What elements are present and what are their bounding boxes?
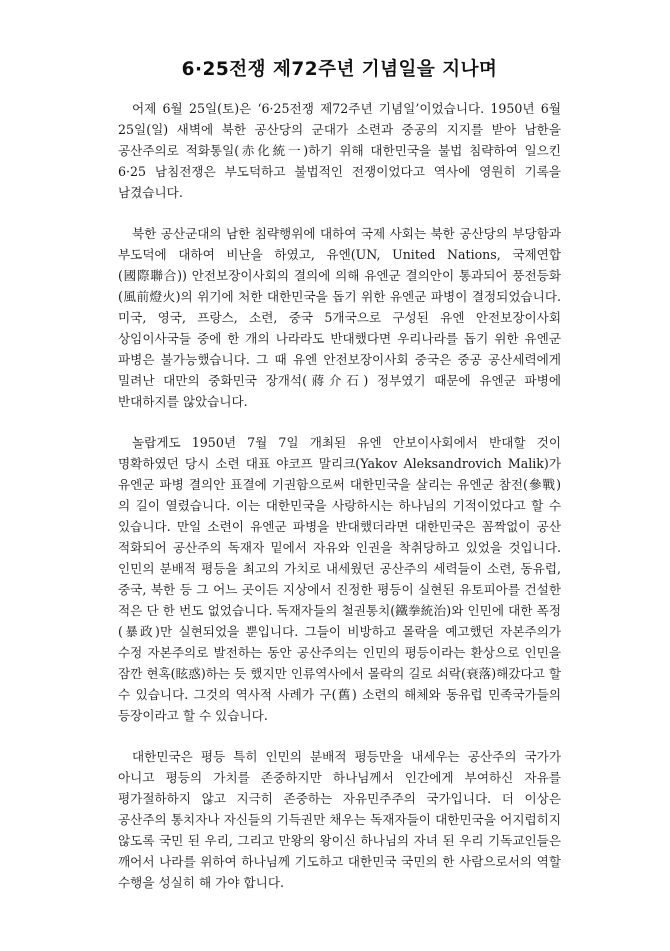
paragraph-3: 놀랍게도 1950년 7월 7일 개최된 유엔 안보이사회에서 반대할 것이 명확하였던 당시 소련 대표 야코프 말리크(Yakov Aleksandrovich Malik)가 유엔군 파병 결의안 표결에 기권함으로써 대한민국을 살리는 유엔군 참전(參戰)의 길이 열렸습니다. 이는 대한민국을 사랑하시는 하나님의 기적이었다고 할 수 있습니다. 만일 소련이 유엔군 파병을 반대했더라면 대한민국은 꼼짝없이 공산 적화되어 공산주의 독재자 밑에서 자유와 인권을 착취당하고 있었을 것입니다. 인민의 분배적 평등을 최고의 가치로 내세웠던 공산주의 세력들이 소련, 동유럽, 중국, 북한 등 그 어느 곳이든 지상에서 진정한 평등이 실현된 유토피아를 건설한 적은 단 한 번도 없었습니다. 독재자들의 철권통치(鐵拳統治)와 인민에 대한 폭정(暴政)만 실현되었을 뿐입니다. 그들이 비방하고 몰락을 예고했던 자본주의가 수정 자본주의로 발전하는 동안 공산주의는 인민의 평등이라는 환상으로 인민을 잠깐 현혹(眩惑)하는 듯 했지만 인류역사에서 몰락의 길로 쇠락(衰落)해갔다고 할 수 있습니다. 그것의 역사적 사례가 구(舊) 소련의 해체와 동유럽 민족국가들의 등장이라고 할 수 있습니다. [118,435,561,723]
paragraph-1: 어제 6월 25일(토)은 ‘6·25전쟁 제72주년 기념일’이었습니다. 1950년 6월 25일(일) 새벽에 북한 공산당의 군대가 소련과 중공의 지지를 받아 남한을 공산주의로 적화통일(赤化統一)하기 위해 대한민국을 불법 침략하여 일으킨 6·25 남침전쟁은 부도덕하고 불법적인 전쟁이었다고 역사에 영원히 기록을 남겼습니다. [118,101,561,200]
document-page [118,58,561,913]
paragraph-4: 대한민국은 평등 특히 인민의 분배적 평등만을 내세우는 공산주의 국가가 아니고 평등의 가치를 존중하지만 하나님께서 인간에게 부여하신 자유를 평가절하하지 않고 지극히 존중하는 자유민주주의 국가입니다. 더 이상은 공산주의 통치자나 자신들의 기득권만 채우는 독재자들이 대한민국을 어지럽히지 않도록 국민 된 우리, 그리고 만왕의 왕이신 하나님의 자녀 된 우리 기독교인들은 깨어서 나라를 위하여 하나님께 기도하고 대한민국 국민의 한 사람으로서의 역할 수행을 성실히 해 가야 합니다. [118,749,561,890]
paragraph-2: 북한 공산군대의 남한 침략행위에 대하여 국제 사회는 북한 공산당의 부당함과 부도덕에 대하여 비난을 하였고, 유엔(UN, United Nations, 국제연합(國際聯合)) 안전보장이사회의 결의에 의해 유엔군 결의안이 통과되어 풍전등화(風前燈火)의 위기에 처한 대한민국을 돕기 위한 유엔군 파병이 결정되었습니다. 미국, 영국, 프랑스, 소련, 중국 5개국으로 구성된 유엔 안전보장이사회 상임이사국들 중에 한 개의 나라라도 반대했다면 우리나라를 돕기 위한 유엔군 파병은 불가능했습니다. 그 때 유엔 안전보장이사회 중국은 중공 공산세력에게 밀려난 대만의 중화민국 장개석(蔣介石) 정부였기 때문에 유엔군 파병에 반대하지를 않았습니다. [118,226,561,409]
document-title: 6·25전쟁 제72주년 기념일을 지나며 [181,59,498,80]
